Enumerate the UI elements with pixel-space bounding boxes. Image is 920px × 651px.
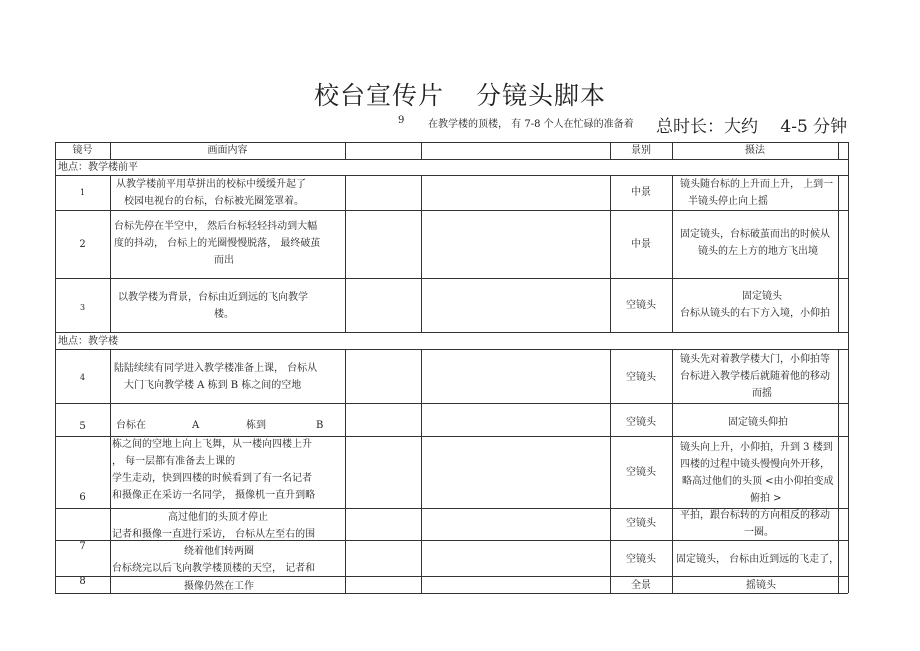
- title-part2: 分镜头脚本: [476, 81, 607, 110]
- grid-line: [345, 175, 346, 332]
- grid-line: [55, 159, 848, 160]
- camera-direction: 固定镜头，台标破茧而出的时候从 镜头的左上方的地方飞出境: [680, 229, 830, 257]
- grid-line: [345, 142, 346, 159]
- camera-direction: 平拍，跟台标转的方向相反的移动 一圈。: [680, 510, 830, 538]
- grid-line: [55, 210, 848, 211]
- shot-number: 1: [79, 188, 86, 197]
- shot-content-c: 栋到: [246, 420, 266, 431]
- total-duration: 总时长：大约 4-5 分钟: [656, 117, 848, 137]
- shot-content: 栋之间的空地上向上飞舞，从一楼向四楼上升 ， 每一层都有准备去上课的 学生走动，快到四楼的时候看到了有一名记者 和摄像正在采访一名同学， 摄像机一直升到略: [112, 439, 316, 501]
- shot-content: 绕着他们转两圈 台标绕完以后飞向教学楼顶楼的天空， 记者和: [112, 546, 316, 574]
- grid-line: [110, 175, 111, 332]
- grid-line: [421, 142, 422, 159]
- camera-direction: 固定镜头 台标从镜头的右下方入境，小仰拍: [680, 291, 830, 319]
- grid-line: [110, 349, 111, 593]
- grid-line: [848, 142, 849, 593]
- shot-type: 空镜头: [626, 467, 656, 478]
- shot-number: 3: [79, 303, 86, 312]
- grid-line: [672, 349, 673, 593]
- shot-number: 8: [79, 576, 86, 587]
- shot-number: 6: [79, 492, 86, 503]
- shot-content-a: 台标在: [116, 420, 146, 431]
- grid-line: [55, 593, 848, 594]
- shot-content: 台标先停在半空中， 然后台标轻轻抖动到大幅 度的抖动， 台标上的光圈慢慢脱落， 最终破茧 而出: [114, 221, 321, 266]
- shot-number: 2: [79, 239, 86, 250]
- scene-number: 9: [398, 115, 405, 126]
- shot-content: 陆陆续续有同学进入教学楼准备上课， 台标从 大门飞向教学楼 A 栋到 B 栋之间的空地: [114, 363, 318, 391]
- grid-line: [55, 332, 848, 333]
- header-shot-no: 镜号: [72, 145, 93, 156]
- grid-line: [838, 142, 839, 159]
- shot-number: 4: [79, 373, 86, 382]
- camera-direction: 镜头随台标的上升而上升， 上到一 半镜头停止向上摇: [680, 179, 834, 207]
- location-label: 地点：教学楼: [58, 336, 118, 347]
- shot-type: 中景: [631, 187, 651, 198]
- shot-type: 空镜头: [626, 518, 656, 529]
- shot-type: 空镜头: [626, 372, 656, 383]
- shot-content: 高过他们的头顶才停止 记者和摄像一直进行采访， 台标从左至右的围: [112, 512, 316, 540]
- shot-number: 7: [79, 541, 86, 552]
- shot-content-b: A: [192, 420, 200, 431]
- grid-line: [838, 175, 839, 332]
- camera-direction: 固定镜头仰拍: [728, 417, 788, 428]
- grid-line: [345, 349, 346, 593]
- shot-content: 摄像仍然在工作: [184, 581, 254, 592]
- shot-type: 空镜头: [626, 554, 656, 565]
- grid-line: [421, 175, 422, 332]
- header-shot-type: 景别: [631, 145, 651, 156]
- shot-type: 空镜头: [626, 300, 656, 311]
- grid-line: [55, 403, 848, 404]
- shot-type: 空镜头: [626, 417, 656, 428]
- header-camera: 摄法: [745, 145, 765, 156]
- shot-content-d: B: [316, 420, 324, 431]
- grid-line: [55, 349, 848, 350]
- camera-direction: 镜头向上升，小仰拍，升到 3 楼到 四楼的过程中镜头慢慢向外开移， 略高过他们的头顶 <由小仰拍变成 俯拍 >: [680, 442, 834, 504]
- location-label: 地点：教学楼前平: [58, 162, 138, 173]
- scene-description: 在教学楼的顶楼， 有 7-8 个人在忙碌的准备着: [428, 119, 634, 130]
- shot-type: 中景: [631, 239, 651, 250]
- camera-direction: 固定镜头， 台标由近到远的飞走了，: [676, 554, 840, 565]
- grid-line: [55, 278, 848, 279]
- camera-direction: 镜头先对着教学楼大门，小仰拍等 台标进入教学楼后就随着他的移动 而摇: [680, 354, 830, 399]
- shot-content: 从教学楼前平用草拼出的校标中缓缓升起了 校园电视台的台标，台标被光圈笼罩着。: [116, 179, 306, 207]
- shot-type: 全景: [631, 580, 651, 591]
- title-part1: 校台宣传片: [313, 81, 444, 110]
- page-title: [0, 76, 920, 112]
- grid-line: [55, 142, 56, 593]
- shot-content: 以教学楼为背景，台标由近到远的飞向教学 楼。: [118, 292, 308, 320]
- grid-line: [421, 349, 422, 593]
- header-content: 画面内容: [207, 145, 248, 156]
- grid-line: [672, 175, 673, 332]
- shot-number: 5: [79, 421, 86, 432]
- camera-direction: 摇镜头: [746, 580, 776, 591]
